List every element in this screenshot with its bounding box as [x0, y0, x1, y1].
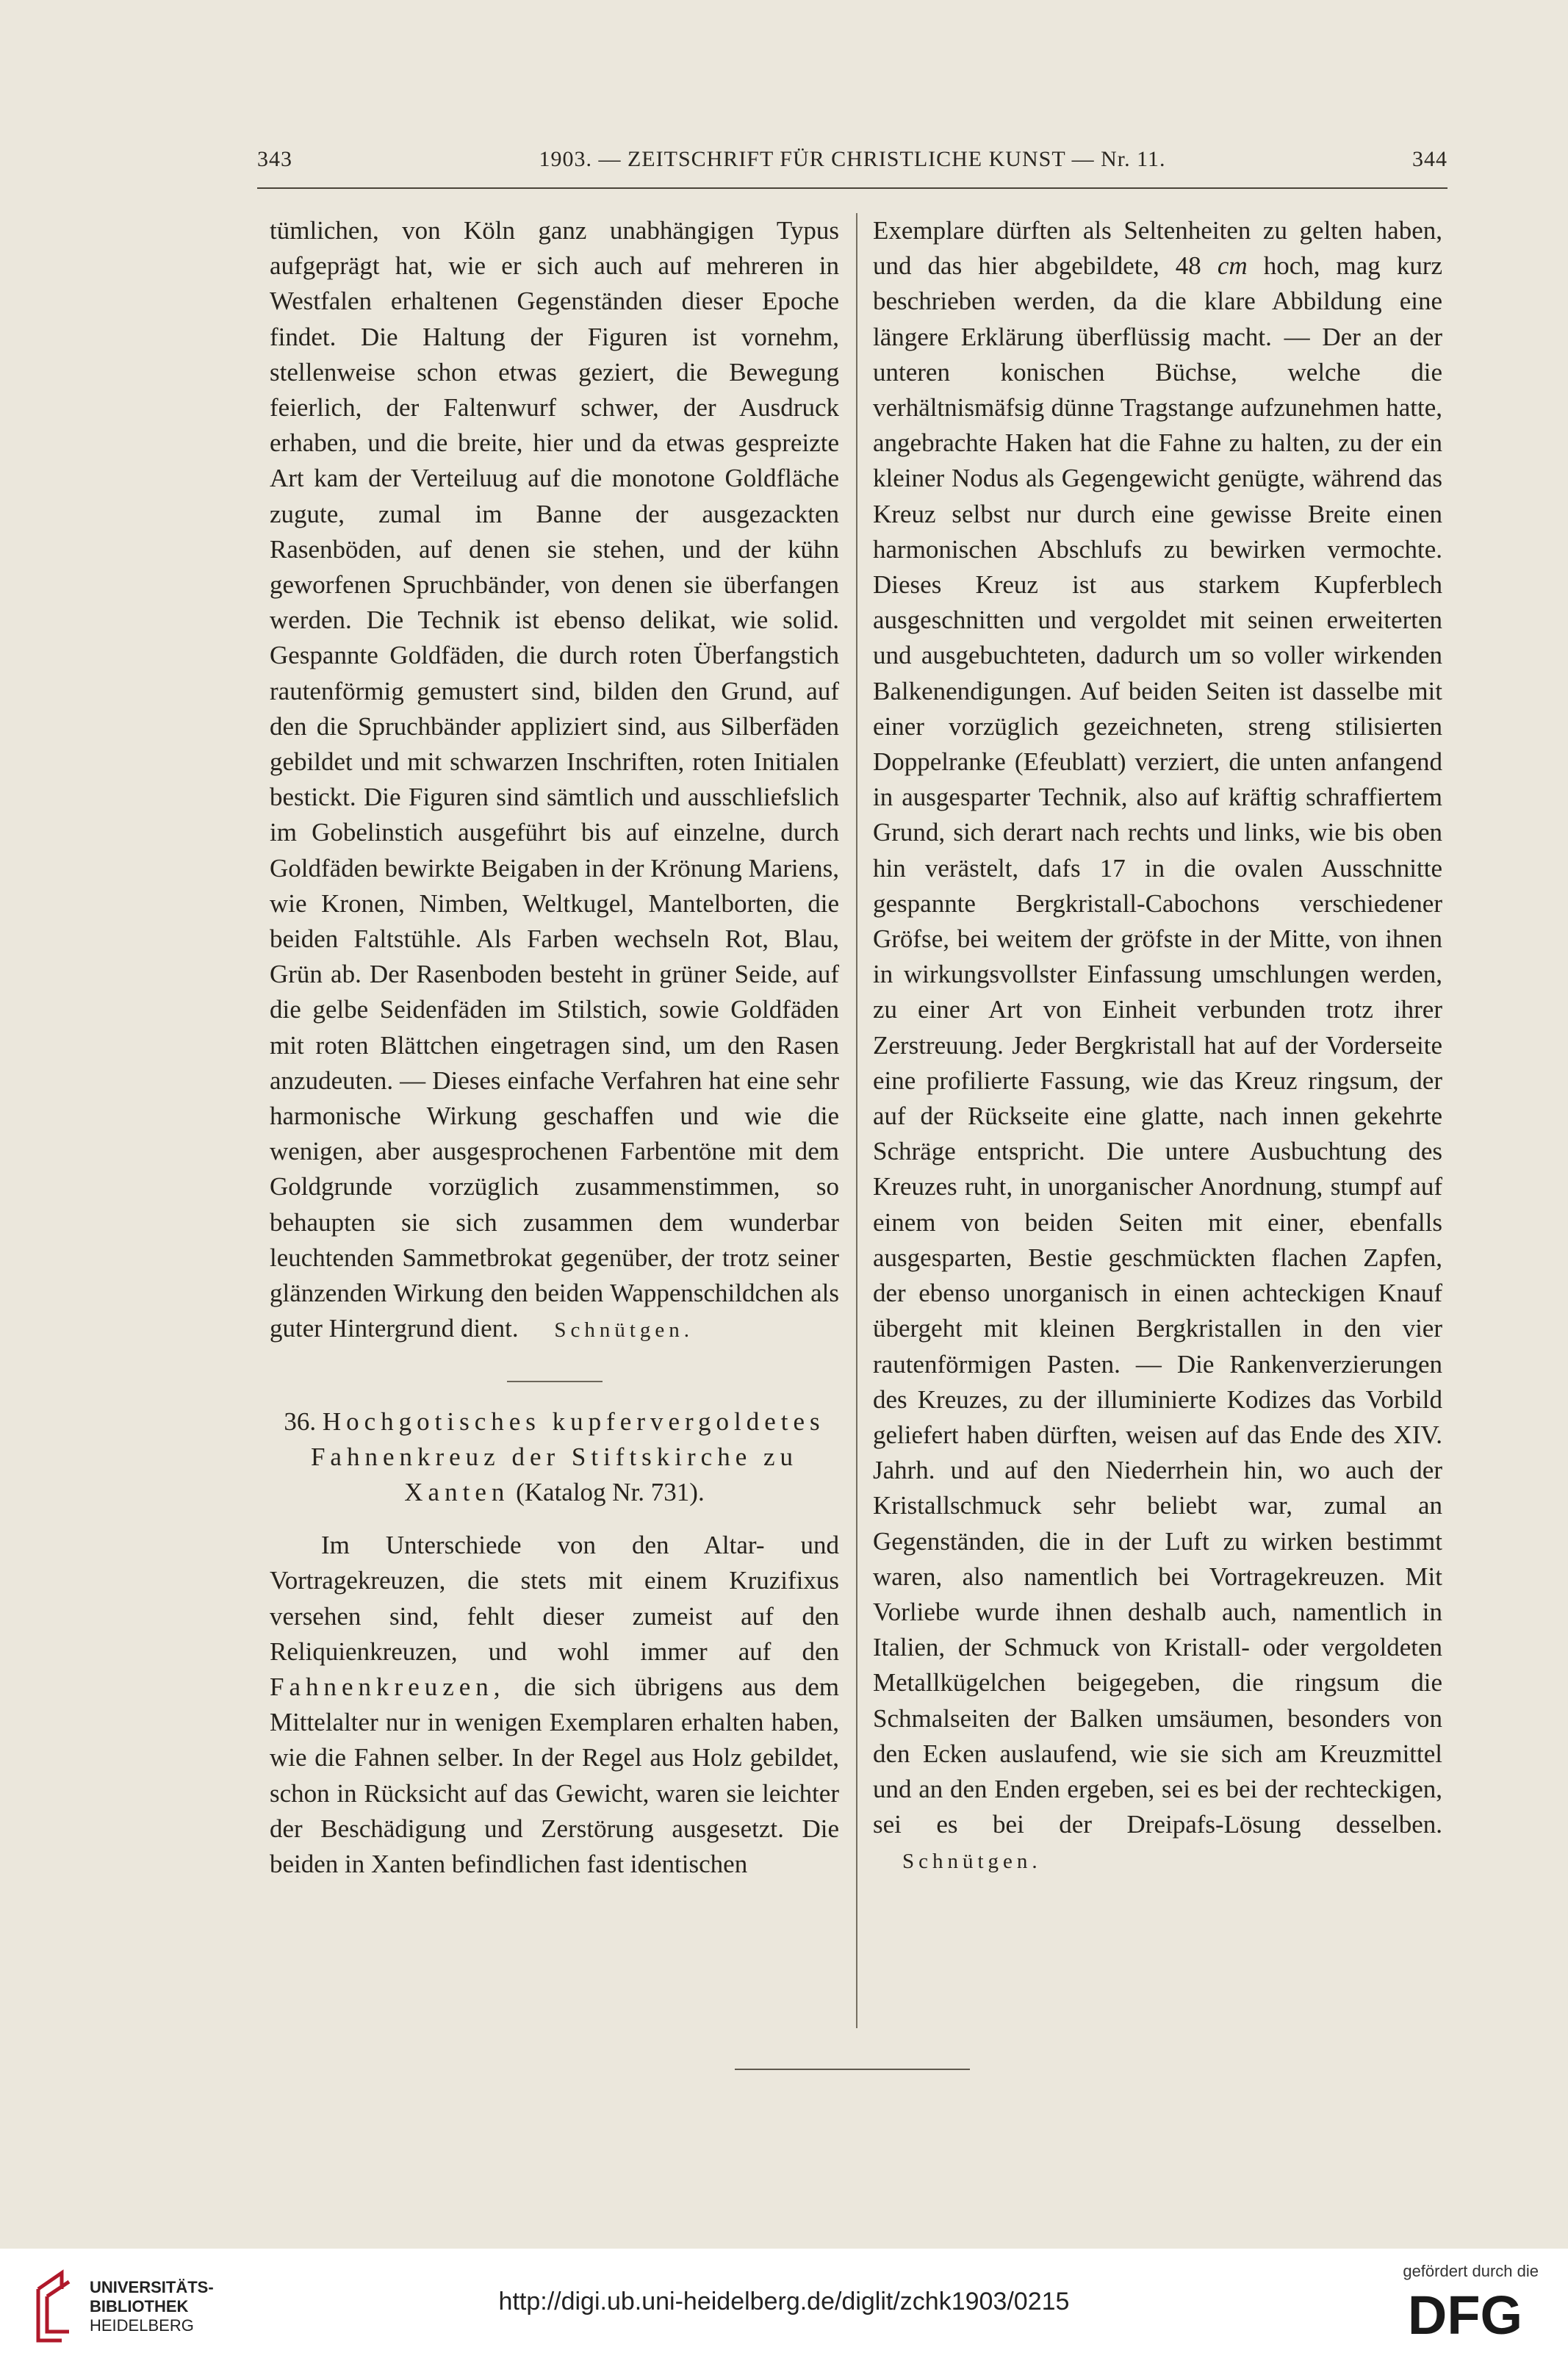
heading-title: Hochgotisches kupfervergoldetes Fahnenkreuz der Stiftskirche zu Xanten [310, 1406, 825, 1506]
body-paragraph [270, 1528, 839, 1882]
author-signature: Schnütgen. [902, 1850, 1042, 1874]
right-column [873, 213, 1442, 1880]
left-column [270, 213, 839, 1882]
header-rule [257, 187, 1447, 189]
paragraph-text: Im Unterschiede von den Altar- und Vortragekreuzen, die stets mit einem Kruzifixus versehen sind, fehlt dieser zumeist auf den Reliquienkreuzen, und wohl immer auf den [270, 1531, 839, 1666]
author-signature: Schnütgen. [554, 1318, 694, 1343]
library-name-line: UNIVERSITÄTS- [90, 2278, 214, 2296]
running-header [257, 147, 1447, 184]
funding-caption: gefördert durch die [1403, 2262, 1539, 2280]
section-separator [507, 1381, 603, 1382]
library-name-line: BIBLIOTHEK [90, 2297, 189, 2316]
page-number-left: 343 [257, 147, 292, 171]
page-end-rule [735, 2069, 970, 2070]
section-heading [270, 1404, 839, 1511]
dfg-logo-text: DFG [1407, 2285, 1523, 2344]
library-name-line: HEIDELBERG [90, 2316, 194, 2335]
body-paragraph [873, 213, 1442, 1880]
source-url-link[interactable]: http://digi.ub.uni-heidelberg.de/diglit/zchk1903/0215 [498, 2288, 1070, 2316]
paragraph-text: die sich übrigens aus dem Mittelalter nur in wenigen Exemplaren erhalten haben, wie die Fahnen selber. In der Regel aus Holz gebildet, schon in Rücksicht auf das Gewicht, waren sie leichter der Beschädigung und Zerstörung ausgesetzt. Die beiden in Xanten befindlichen fast identischen [270, 1672, 839, 1878]
column-divider [856, 213, 857, 2028]
emphasized-term: Fahnenkreuzen, [270, 1672, 506, 1701]
paragraph-text: Exemplare dürften als Seltenheiten zu gelten haben, und das hier abgebildete, 48 [873, 216, 1442, 281]
paragraph-text: hoch, mag kurz beschrieben werden, da die klare Abbildung eine längere Erklärung überflüssig macht. — Der an der unteren konischen Büchse, welche die verhältnismäfsig dünne Tragstange aufzunehmen hatte, angebrachte Haken hat die Fahne zu halten, zu der ein kleiner Nodus als Gegengewicht genügte, während das Kreuz selbst nur durch eine gewisse Breite einen harmonischen Abschlufs zu bewirken vermochte. Dieses Kreuz ist aus starkem Kupferblech ausgeschnitten und vergoldet mit seinen erweiterten und ausgebuchteten, dadurch um so voller wirkenden Balkenendigungen. Auf beiden Seiten ist dasselbe mit einer vorzüglich gezeichneten, streng stilisierten Doppelranke (Efeublatt) verziert, die unten anfangend in ausgesparter Technik, also auf kräftig schraffiertem Grund, sich derart nach rechts und links, wie bis oben hin verästelt, dafs 17 in die ovalen Ausschnitte gespannte Bergkristall-Cabochons verschiedener Gröfse, bei weitem der gröfste in der Mitte, von ihnen in wirkungsvollster Einfassung umschlungen werden, zu einer Art von Einheit verbunden trotz ihrer Zerstreuung. Jeder Bergkristall hat auf der Vorderseite eine profilierte Fassung, wie das Kreuz ringsum, der auf der Rückseite eine glatte, nach innen gekehrte Schräge entspricht. Die untere Ausbuchtung des Kreuzes ruht, in unorganischer Anordnung, stumpf auf einem von beiden Seiten mit einer, ebenfalls ausgesparten, Bestie geschmückten flachen Zapfen, der ebenso unorganisch in einen achteckigen Knauf übergeht mit kleinen Bergkristallen in den vier rautenförmigen Pasten. — Die Rankenverzierungen des Kreuzes, zu der illuminierte Kodizes das Vorbild geliefert haben dürften, weisen auf das Ende des XIV. Jahrh. und auf den Niederrhein hin, wo auch der Kristallschmuck sehr beliebt war, zumal an Gegenständen, die in der Luft zu wirken bestimmt waren, also namentlich bei Vortragekreuzen. Mit Vorliebe wurde ihnen deshalb auch, namentlich in Italien, der Schmuck von Kristall- oder vergoldeten Metallkügelchen beigegeben, die ringsum die Schmalseiten der Balken umsäumen, besonders von den Ecken auslaufend, wie sie sich am Kreuzmittel und an den Enden ergeben, sei es bei der rechteckigen, sei es bei der Dreipafs-Lösung desselben. [873, 251, 1443, 1839]
running-title: 1903. — ZEITSCHRIFT FÜR CHRISTLICHE KUNST — Nr. 11. [539, 147, 1166, 171]
unit-label: cm [1217, 251, 1248, 281]
paragraph-text: tümlichen, von Köln ganz unabhängigen Typus aufgeprägt hat, wie er sich auch auf mehreren in Westfalen erhaltenen Gegenständen dieser Epoche findet. Die Haltung der Figuren ist vornehm, stellenweise schon etwas geziert, die Bewegung feierlich, der Faltenwurf schwer, der Ausdruck erhaben, und die breite, hier und da etwas gespreizte Art kam der Verteiluug auf die monotone Goldfläche zugute, zumal im Banne der ausgezackten Rasenböden, auf denen sie stehen, und der kühn geworfenen Spruchbänder, von denen sie überfangen werden. Die Technik ist ebenso delikat, wie solid. Gespannte Goldfäden, die durch roten Überfangstich rautenförmig gemustert sind, bilden den Grund, auf den die Spruchbänder appliziert sind, aus Silberfäden gebildet und mit schwarzen Inschriften, roten Initialen bestickt. Die Figuren sind sämtlich und ausschliefslich im Gobelinstich ausgeführt bis auf einzelne, durch Goldfäden bewirkte Beigaben in der Krönung Mariens, wie Kronen, Nimben, Weltkugel, Mantelborten, die beiden Faltstühle. Als Farben wechseln Rot, Blau, Grün ab. Der Rasenboden besteht in grüner Seide, auf die gelbe Seidenfäden im Stilstich, sowie Goldfäden mit roten Blättchen eingetragen sind, um den Rasen anzudeuten. — Dieses einfache Verfahren hat eine sehr harmonische Wirkung geschaffen und wie die wenigen, aber ausgesprochenen Farbentöne mit dem Goldgrunde vorzüglich zusammenstimmen, so behaupten sie sich zusammen dem wunderbar leuchtenden Sammetbrokat gegenüber, der trotz seiner glänzenden Wirkung den beiden Wappenschildchen als guter Hintergrund dient. [270, 216, 839, 1343]
heading-number: 36. [284, 1406, 317, 1436]
body-paragraph [270, 213, 839, 1348]
heading-catalog: (Katalog Nr. 731). [516, 1477, 705, 1506]
dfg-logo-icon [1392, 2285, 1539, 2344]
page-number-right: 344 [1412, 147, 1447, 171]
